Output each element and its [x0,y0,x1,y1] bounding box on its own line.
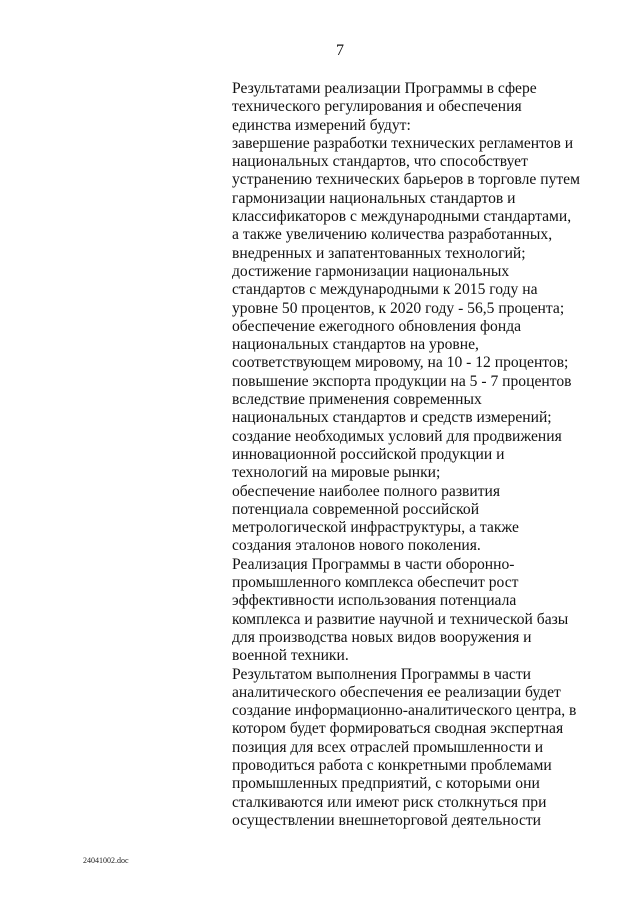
text-line: Результатом выполнения Программы в части [232,665,531,683]
text-line: вследствие применения современных [232,391,482,409]
text-line: Результатами реализации Программы в сфере [232,80,537,97]
text-line: создания эталонов нового поколения. [232,537,481,555]
text-line: гармонизации национальных стандартов и [232,189,516,207]
text-line: национальных стандартов, что способствует [232,153,528,171]
text-line: технологий на мировые рынки; [232,464,441,482]
text-line: эффективности использования потенциала [232,592,517,610]
text-line: проводиться работа с конкретными проблемами [232,756,552,774]
text-line: достижение гармонизации национальных [232,262,510,280]
text-line: обеспечение ежегодного обновления фонда [232,317,522,335]
text-line: повышение экспорта продукции на 5 - 7 процентов [232,372,572,390]
text-line: комплекса и развитие научной и технической базы [232,610,569,628]
text-line: метрологической инфраструктуры, а также [232,519,519,537]
text-line: потенциала современной российской [232,500,480,518]
text-line: осуществлении внешнеторговой деятельности [232,811,542,829]
text-line: обеспечение наиболее полного развития [232,482,501,500]
text-line: для производства новых видов вооружения и [232,628,532,646]
text-line: сталкиваются или имеют риск столкнуться при [232,793,547,811]
text-line: внедренных и запатентованных технологий; [232,244,526,262]
text-line: инновационной российской продукции и [232,445,505,463]
text-line: национальных стандартов и средств измерений; [232,409,552,427]
text-line: позиция для всех отраслей промышленности и [232,738,544,756]
text-line: единства измерений будут: [232,116,411,134]
footer-filename: 24041002.doc [83,856,129,865]
text-line: аналитического обеспечения ее реализации будет [232,683,561,701]
text-line: технического регулирования и обеспечения [232,98,522,116]
text-line: уровне 50 процентов, к 2020 году - 56,5 процента; [232,299,565,317]
text-line: стандартов с международными к 2015 году на [232,281,538,299]
text-line: национальных стандартов на уровне, [232,336,479,354]
text-line: соответствующем мировому, на 10 - 12 процентов; [232,354,569,372]
text-line: промышленных предприятий, с которыми они [232,775,540,793]
text-line: устранению технических барьеров в торговле путем [232,171,580,189]
text-line: котором будет формироваться сводная экспертная [232,720,564,738]
text-line: промышленного комплекса обеспечит рост [232,574,519,592]
text-line: классификаторов с международными стандартами, [232,208,572,226]
text-line: а также увеличению количества разработанных, [232,226,553,244]
text-line: создание необходимых условий для продвижения [232,427,562,445]
text-line: завершение разработки технических регламентов и [232,134,574,152]
text-line: военной техники. [232,647,349,665]
text-line: создание информационно-аналитического центра, в [232,702,577,720]
document-body [232,80,612,830]
page-number: 7 [336,42,344,59]
text-line: Реализация Программы в части оборонно- [232,555,515,573]
